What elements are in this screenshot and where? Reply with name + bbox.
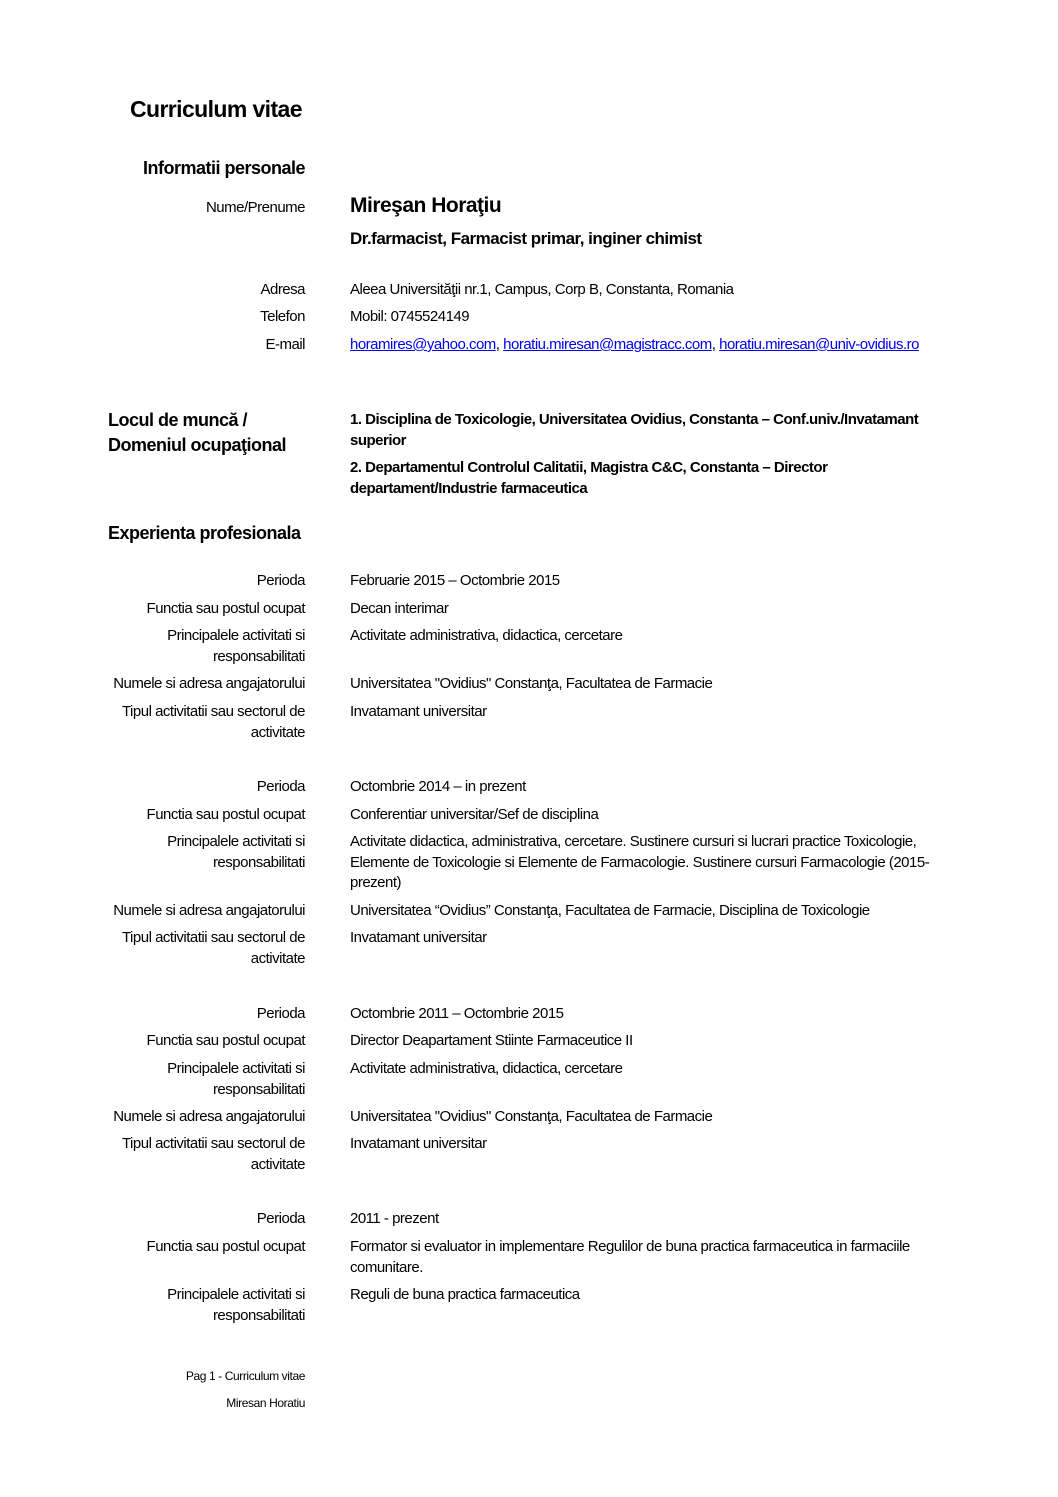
workplace-label-line1: Locul de muncă / <box>108 410 248 430</box>
position-value: Formator si evaluator in implementare Regulilor de buna practica farmaceutica in farmaciile comunitare. <box>350 1238 910 1276</box>
footer-author: Miresan Horatiu <box>226 1396 305 1410</box>
phone-value: Mobil: 0745524149 <box>350 308 470 325</box>
employer-value: Universitatea “Ovidius” Constanţa, Facultatea de Farmacie, Disciplina de Toxicologie <box>350 902 870 919</box>
position-label: Functia sau postul ocupat <box>146 1032 305 1049</box>
position-label: Functia sau postul ocupat <box>146 806 305 823</box>
sector-label: Tipul activitatii sau sectorul de activitate <box>121 1135 305 1173</box>
workplace-label-line2: Domeniul ocupaţional <box>108 435 287 455</box>
workplace-item: 2. Departamentul Controlul Calitatii, Magistra C&C, Constanta – Director departament/Industrie farmaceutica <box>350 459 828 497</box>
activities-label: Principalele activitati si responsabilitati <box>167 1286 305 1324</box>
email-label: E-mail <box>265 336 305 353</box>
position-label: Functia sau postul ocupat <box>146 600 305 617</box>
period-value: Octombrie 2011 – Octombrie 2015 <box>350 1005 564 1022</box>
activities-label: Principalele activitati si responsabilitati <box>167 833 305 871</box>
workplace-item: 1. Disciplina de Toxicologie, Universitatea Ovidius, Constanta – Conf.univ./Invatamant superior <box>350 411 919 449</box>
sector-value: Invatamant universitar <box>350 929 487 946</box>
email-link-univ[interactable]: horatiu.miresan@univ-ovidius.ro <box>719 336 919 353</box>
section-heading-personal: Informatii personale <box>142 158 305 178</box>
sector-label: Tipul activitatii sau sectorul de activitate <box>121 929 305 967</box>
activities-label: Principalele activitati si responsabilitati <box>167 1060 305 1098</box>
workplace-label <box>108 408 286 458</box>
email-list <box>350 335 1010 356</box>
position-value: Director Deapartament Stiinte Farmaceutice II <box>350 1032 633 1049</box>
email-link-yahoo[interactable]: horamires@yahoo.com <box>350 336 496 353</box>
employer-value: Universitatea "Ovidius" Constanţa, Facultatea de Farmacie <box>350 675 713 692</box>
email-separator: , <box>495 336 504 353</box>
email-link-magistra[interactable]: horatiu.miresan@magistracc.com <box>503 336 712 353</box>
person-name: Mireşan Horaţiu <box>350 194 502 217</box>
period-value: Octombrie 2014 – in prezent <box>350 778 526 795</box>
period-value: Februarie 2015 – Octombrie 2015 <box>350 572 560 589</box>
period-label: Perioda <box>256 778 305 795</box>
phone-label: Telefon <box>260 308 305 325</box>
document-title: Curriculum vitae <box>130 96 302 122</box>
period-label: Perioda <box>256 1005 305 1022</box>
activities-value: Activitate administrativa, didactica, cercetare <box>350 1060 623 1077</box>
period-label: Perioda <box>256 572 305 589</box>
period-value: 2011 - prezent <box>350 1210 439 1227</box>
footer-page: Pag 1 - Curriculum vitae <box>185 1369 305 1383</box>
position-value: Conferentiar universitar/Sef de disciplina <box>350 806 599 823</box>
activities-value: Activitate didactica, administrativa, cercetare. Sustinere cursuri si lucrari practice Toxicologie, Elemente de Toxicologie si Elemente de Farmacologie. Sustinere cursuri Farmacologie (2015-prezent) <box>350 833 930 891</box>
employer-label: Numele si adresa angajatorului <box>113 675 305 692</box>
sector-label: Tipul activitatii sau sectorul de activitate <box>121 703 305 741</box>
section-heading-experience: Experienta profesionala <box>108 523 301 543</box>
address-value: Aleea Universităţii nr.1, Campus, Corp B, Constanta, Romania <box>350 281 734 298</box>
sector-value: Invatamant universitar <box>350 703 487 720</box>
position-label: Functia sau postul ocupat <box>146 1238 305 1255</box>
email-separator: , <box>711 336 720 353</box>
employer-label: Numele si adresa angajatorului <box>113 902 305 919</box>
position-value: Decan interimar <box>350 600 449 617</box>
name-label: Nume/Prenume <box>205 199 305 216</box>
activities-value: Activitate administrativa, didactica, cercetare <box>350 627 623 644</box>
employer-value: Universitatea "Ovidius" Constanţa, Facultatea de Farmacie <box>350 1108 713 1125</box>
period-label: Perioda <box>256 1210 305 1227</box>
employer-label: Numele si adresa angajatorului <box>113 1108 305 1125</box>
address-label: Adresa <box>260 281 305 298</box>
person-title: Dr.farmacist, Farmacist primar, inginer chimist <box>350 229 702 248</box>
sector-value: Invatamant universitar <box>350 1135 487 1152</box>
activities-value: Reguli de buna practica farmaceutica <box>350 1286 580 1303</box>
activities-label: Principalele activitati si responsabilitati <box>167 627 305 665</box>
